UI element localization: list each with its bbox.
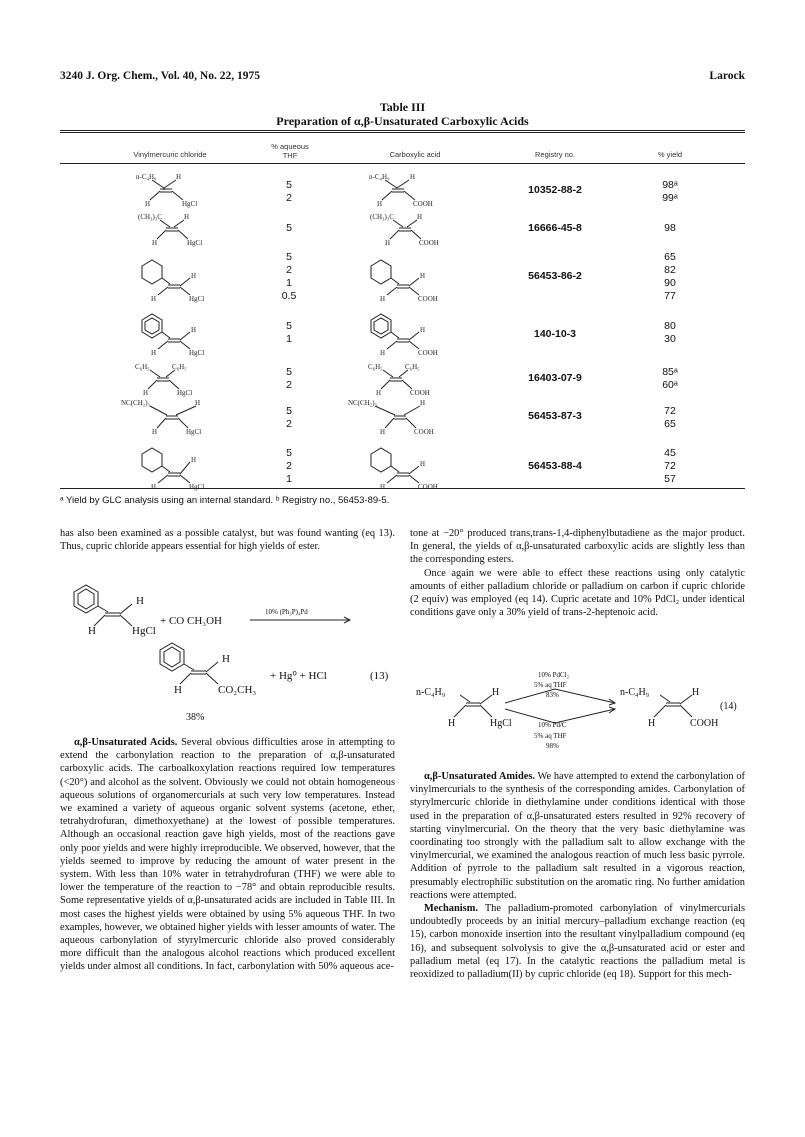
s1r-h2: H xyxy=(377,200,383,208)
eq13-h4: H xyxy=(174,684,182,696)
s3l-hg: HgCl xyxy=(189,295,205,303)
table-row-5-yield: 85ᵃ 60ᵃ xyxy=(662,366,678,391)
table-row-6-thf: 5 2 xyxy=(286,405,292,430)
table-row-7-registry: 56453-88-4 xyxy=(528,460,582,472)
eq13-catalyst: 10% (Ph₃P)₄Pd xyxy=(265,608,308,616)
eq13-reagents: + CO CH₃OH xyxy=(160,615,222,627)
s2r-r: (CH₃)₃C xyxy=(370,213,394,221)
eq14-bot1: 10% Pd/C xyxy=(538,721,567,729)
s4r-cooh: COOH xyxy=(418,349,438,357)
col-head-vinyl: Vinylmercuric chloride xyxy=(133,150,207,159)
right-para-3: α,β-Unsaturated Amides. We have attempted to extend the carbonylation of vinylmercurials to the synthesis of the corresponding amides. Carbonylation of styrylmercuric chloride in diethylamine under conditions identical with those used in the preparation of α,β-unsaturated esters resulted in 92% recovery of starting vinylmercurial. On the theory that the very basic diethylamine was coordinating too strongly with the palladium salt to allow exchange with the vinylmercurial, we examined the analogous reaction of much less basic pyrrole. Addition of pyrrole to the palladium salt resulted in a vigorous reaction, presumably electrophilic substitution on the aromatic ring. No further amidation reactions were attempted. xyxy=(410,771,745,901)
s2r-cooh: COOH xyxy=(419,239,439,247)
table-title: Table III xyxy=(379,100,426,114)
equation-13 xyxy=(60,582,400,732)
eq13-h3: H xyxy=(222,653,230,665)
s1r-r: n-C₄H₉ xyxy=(369,173,390,181)
s6l-h2: H xyxy=(152,428,158,436)
table-row-3-thf: 5 2 1 0.5 xyxy=(281,251,297,302)
s6r-h2: H xyxy=(380,428,386,436)
s5r-r: C₆H₅ xyxy=(368,363,383,371)
s6r-cooh: COOH xyxy=(414,428,434,436)
table-row-5-thf: 5 2 xyxy=(286,366,292,391)
s5r-r2: C₆H₅ xyxy=(405,363,420,371)
heading-amides: α,β-Unsaturated Amides. xyxy=(424,771,535,782)
s5l-h: H xyxy=(143,389,149,397)
s4r-h2: H xyxy=(380,349,386,357)
eq14-hgcl: HgCl xyxy=(490,718,512,729)
s6r-h: H xyxy=(420,399,426,407)
eq14-h2: H xyxy=(448,718,456,729)
table-row-2-registry: 16666-45-8 xyxy=(528,222,582,234)
eq13-h1: H xyxy=(136,595,144,607)
eq14-h4: H xyxy=(648,718,656,729)
eq14-h3: H xyxy=(692,687,700,698)
s2l-h2: H xyxy=(152,239,158,247)
eq13-co2ch3: CO₂CH₃ xyxy=(218,684,257,696)
eq13-number: (13) xyxy=(370,670,389,682)
eq14-bot3: 98% xyxy=(546,742,559,750)
s1l-h2: H xyxy=(145,200,151,208)
s5l-r: C₆H₅ xyxy=(135,363,150,371)
left-column-2 xyxy=(60,736,395,974)
right-column xyxy=(410,527,745,619)
eq14-h1: H xyxy=(492,687,500,698)
table-row-6-yield: 72 65 xyxy=(664,405,676,430)
s5r-h: H xyxy=(376,389,382,397)
s2l-h: H xyxy=(184,213,190,221)
s1r-cooh: COOH xyxy=(413,200,433,208)
s3l-h: H xyxy=(191,272,197,280)
table-row-3-registry: 56453-86-2 xyxy=(528,270,582,282)
table-row-7-yield: 45 72 57 xyxy=(664,447,676,485)
table-row-5-registry: 16403-07-9 xyxy=(528,372,582,384)
heading-mechanism: Mechanism. xyxy=(424,903,478,915)
eq14-number: (14) xyxy=(720,701,737,712)
eq13-hgcl: HgCl xyxy=(132,625,156,637)
eq14-nbu-r: n-C₄H₉ xyxy=(620,687,650,698)
eq14-bot2: 5% aq THF xyxy=(534,732,567,740)
s2l-r: (CH₃)₃C xyxy=(138,213,162,221)
s3r-h: H xyxy=(420,272,426,280)
s1l-r: n-C₄H₉ xyxy=(136,173,157,181)
table-row-4-registry: 140-10-3 xyxy=(533,328,577,340)
col-head-registry: Registry no. xyxy=(534,150,576,159)
table-subtitle: Preparation of α,β-Unsaturated Carboxylic Acids xyxy=(276,114,529,128)
col-head-thf: % aqueous THF xyxy=(271,142,309,160)
heading-acids: α,β-Unsaturated Acids. xyxy=(74,737,178,748)
s5r-cooh: COOH xyxy=(410,389,430,397)
s6r-r: NC(CH₂)₃ xyxy=(348,399,377,407)
eq14-top1: 10% PdCl₂ xyxy=(538,671,570,679)
s2r-h: H xyxy=(417,213,423,221)
s3l-h2: H xyxy=(151,295,157,303)
table-row-4-yield: 80 30 xyxy=(664,320,676,345)
right-para-2: Once again we were able to effect these reactions using only catalytic amounts of either palladium chloride or palladium on carbon if cupric chloride (2 equiv) was employed (eq 14). Cupric acetate and 10% PdCl₂ under identical conditions gave only a 30% yield of trans-2-heptenoic acid. xyxy=(410,567,745,619)
table-row-7-thf: 5 2 1 xyxy=(286,447,292,485)
table-row-2-yield: 98 xyxy=(664,222,676,234)
s5l-r2: C₆H₅ xyxy=(172,363,187,371)
equation-14 xyxy=(410,665,750,765)
page-header-right: Larock xyxy=(709,70,745,82)
s4l-h2: H xyxy=(151,349,157,357)
s1l-hg: HgCl xyxy=(182,200,198,208)
left-para-2: α,β-Unsaturated Acids. Several obvious difficulties arose in attempting to extend the carbonylation reaction to the preparation of α,β-unsaturated carboxylic acids. The carboalkoxylation reactions required low temperatures (<20°) and alcohol as the solvent. Obviously we could not obtain homogeneous aqueous solutions of organomercurials at such very low temperatures. Instead we examined a variety of aqueous organic solvent systems (acetone, ether, tetrahydrofuran, dimethoxyethane) at the lowest of possible temperatures. Although an occasional reaction gave high yields, most of the reactions gave only poor yields and were highly irreproducible. We observed, however, that the yields seemed to improve by reducing the amount of water present in the system. With less than 10% water in tetrahydrofuran (THF) we were able to lower the temperature of the reaction to −78° and obtain reproducible results. Some representative yields of α,β-unsaturated acids are included in Table III. In most cases the highest yields were obtained by using 5% aqueous THF. In two examples, however, we obtained higher yields with lesser amounts of water. The aqueous carbonylation of styrylmercuric chloride also proved considerably more difficult than the analogous alcohol reactions which produced excellent yields under almost all conditions. In fact, carbonylation with 50% aqueous ace- xyxy=(60,737,395,973)
eq14-cooh: COOH xyxy=(690,718,719,729)
s1r-h: H xyxy=(410,173,416,181)
table-row-1-thf: 5 2 xyxy=(286,179,292,204)
table-row-1-registry: 10352-88-2 xyxy=(528,184,582,196)
s7r-h2: H xyxy=(380,483,386,491)
s7l-hg: HgCl xyxy=(189,483,205,491)
left-para-1: has also been examined as a possible catalyst, but was found wanting (eq 13). Thus, cupric chloride appears essential for high yields of ester. xyxy=(60,528,395,553)
table-row-3-yield: 65 82 90 77 xyxy=(664,251,676,302)
s7l-h: H xyxy=(191,456,197,464)
table-row-6-registry: 56453-87-3 xyxy=(528,410,582,422)
s4l-hg: HgCl xyxy=(189,349,205,357)
s6l-hg: HgCl xyxy=(186,428,202,436)
eq14-nbu-l: n-C₄H₉ xyxy=(416,687,446,698)
col-head-acid: Carboxylic acid xyxy=(389,150,441,159)
s1l-h: H xyxy=(176,173,182,181)
s6l-r: NC(CH₂)₃ xyxy=(121,399,150,407)
eq14-top2: 5% aq THF xyxy=(534,681,567,689)
col-head-yield: % yield xyxy=(657,150,683,159)
s5l-hg: HgCl xyxy=(177,389,193,397)
s2l-hg: HgCl xyxy=(187,239,203,247)
table-footnote: ᵃ Yield by GLC analysis using an internal standard. ᵇ Registry no., 56453-89-5. xyxy=(60,495,390,506)
s7r-h: H xyxy=(420,460,426,468)
s2r-h2: H xyxy=(385,239,391,247)
right-column-2 xyxy=(410,770,745,981)
s7r-cooh: COOH xyxy=(418,483,438,491)
eq14-top3: 83% xyxy=(546,691,559,699)
table-row-2-thf: 5 xyxy=(286,222,292,234)
table-row-4-thf: 5 1 xyxy=(286,320,292,345)
table-rule-bottom xyxy=(60,488,745,489)
page-header-left: 3240 J. Org. Chem., Vol. 40, No. 22, 1975 xyxy=(60,70,260,82)
s3r-h2: H xyxy=(380,295,386,303)
s3r-cooh: COOH xyxy=(418,295,438,303)
eq13-byproducts: + Hg⁰ + HCl xyxy=(270,670,327,682)
s6l-h: H xyxy=(195,399,201,407)
eq13-h2: H xyxy=(88,625,96,637)
left-column xyxy=(60,527,395,553)
s4r-h: H xyxy=(420,326,426,334)
s7l-h2: H xyxy=(151,483,157,491)
table-row-1-yield: 98ᵃ 99ᵃ xyxy=(662,179,678,204)
right-para-1: tone at −20° produced trans,trans-1,4-diphenylbutadiene as the major product. In general, the yields of α,β-unsaturated carboxylic acids are slightly less than the corresponding esters. xyxy=(410,528,745,566)
s4l-h: H xyxy=(191,326,197,334)
eq13-yield: 38% xyxy=(186,712,205,723)
right-para-4: Mechanism. The palladium-promoted carbonylation of vinylmercurials undoubtedly proceeds by an initial mercury–palladium exchange reaction (eq 15), carbon monoxide insertion into the resultant vinylpalladium compound (eq 16), and subsequent solvolysis to give the α,β-unsaturated acid or ester and palladium metal (eq 17). In the catalytic reactions the palladium metal is reoxidized to palladium(II) by cupric chloride (eq 18). Support for this mech- xyxy=(410,903,745,981)
